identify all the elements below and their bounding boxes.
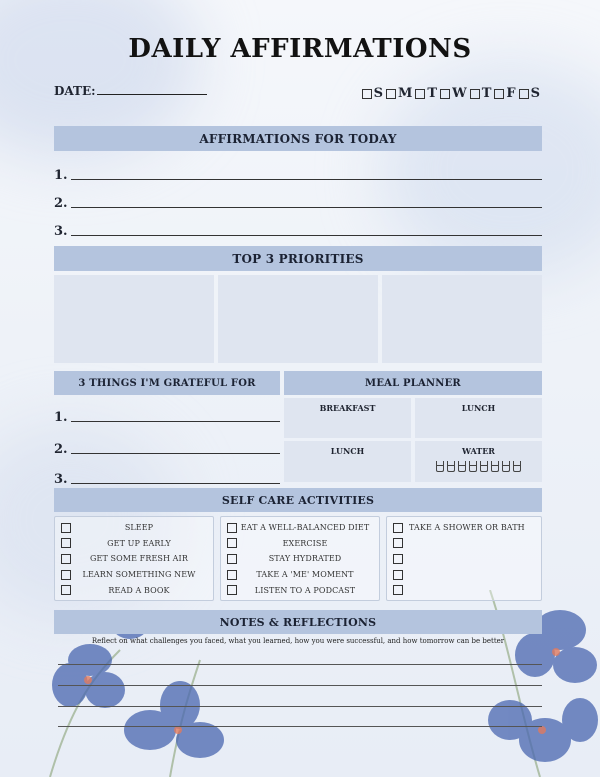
checkbox[interactable] xyxy=(227,554,237,564)
page-title: DAILY AFFIRMATIONS xyxy=(128,34,472,64)
weekday-option[interactable]: S xyxy=(362,86,383,101)
selfcare-item[interactable]: READ A BOOK xyxy=(61,582,207,598)
checkbox[interactable] xyxy=(393,585,403,595)
grateful-header: 3 THINGS I'M GRATEFUL FOR xyxy=(54,371,280,395)
meal-planner-header: MEAL PLANNER xyxy=(284,371,542,395)
weekday-option[interactable]: M xyxy=(386,86,412,101)
grateful-line[interactable]: 3. xyxy=(54,472,280,487)
selfcare-item[interactable]: EAT A WELL-BALANCED DIET xyxy=(227,520,373,536)
water-glass-icon[interactable] xyxy=(480,461,488,472)
weekday-option[interactable]: W xyxy=(440,86,467,101)
meal-lunch-cell[interactable]: LUNCH xyxy=(415,398,542,438)
checkbox[interactable] xyxy=(227,538,237,548)
checkbox[interactable] xyxy=(440,89,450,99)
selfcare-column-2 xyxy=(220,516,380,601)
meal-breakfast-cell[interactable]: BREAKFAST xyxy=(284,398,411,438)
weekday-selector xyxy=(362,86,540,101)
checkbox[interactable] xyxy=(227,585,237,595)
water-glass-icon[interactable] xyxy=(513,461,521,472)
water-glass-icon[interactable] xyxy=(502,461,510,472)
notes-line[interactable] xyxy=(58,726,542,727)
weekday-option[interactable]: F xyxy=(494,86,515,101)
selfcare-column-3 xyxy=(386,516,542,601)
selfcare-item[interactable]: STAY HYDRATED xyxy=(227,551,373,567)
selfcare-item[interactable]: EXERCISE xyxy=(227,536,373,552)
checkbox[interactable] xyxy=(393,570,403,580)
weekday-option[interactable]: T xyxy=(470,86,492,101)
weekday-option[interactable]: T xyxy=(415,86,437,101)
checkbox[interactable] xyxy=(393,523,403,533)
water-label: WATER xyxy=(462,446,495,456)
selfcare-item[interactable]: GET SOME FRESH AIR xyxy=(61,551,207,567)
checkbox[interactable] xyxy=(61,585,71,595)
water-glass-icon[interactable] xyxy=(491,461,499,472)
notes-line[interactable] xyxy=(58,706,542,707)
affirmation-line[interactable]: 3. xyxy=(54,224,542,239)
selfcare-item[interactable]: TAKE A 'ME' MOMENT xyxy=(227,567,373,583)
checkbox[interactable] xyxy=(61,538,71,548)
checkbox[interactable] xyxy=(393,554,403,564)
selfcare-item[interactable] xyxy=(393,536,535,552)
checkbox[interactable] xyxy=(227,570,237,580)
selfcare-item[interactable]: SLEEP xyxy=(61,520,207,536)
grateful-line[interactable]: 1. xyxy=(54,410,280,425)
affirmation-line[interactable]: 2. xyxy=(54,196,542,211)
checkbox[interactable] xyxy=(494,89,504,99)
checkbox[interactable] xyxy=(227,523,237,533)
grateful-line[interactable]: 2. xyxy=(54,442,280,457)
notes-prompt: Reflect on what challenges you faced, what you learned, how you were successful, and how tomorrow can be better xyxy=(91,637,505,645)
selfcare-item[interactable] xyxy=(393,567,535,583)
weekday-option[interactable]: S xyxy=(519,86,540,101)
checkbox[interactable] xyxy=(386,89,396,99)
checkbox[interactable] xyxy=(61,523,71,533)
water-glass-icon[interactable] xyxy=(436,461,444,472)
checkbox[interactable] xyxy=(393,538,403,548)
selfcare-item[interactable]: GET UP EARLY xyxy=(61,536,207,552)
affirmations-header: AFFIRMATIONS FOR TODAY xyxy=(54,126,542,151)
affirmation-line[interactable]: 1. xyxy=(54,168,542,183)
water-glass-icon[interactable] xyxy=(458,461,466,472)
selfcare-column-1 xyxy=(54,516,214,601)
water-glass-icon[interactable] xyxy=(469,461,477,472)
priorities-header: TOP 3 PRIORITIES xyxy=(54,246,542,271)
checkbox[interactable] xyxy=(519,89,529,99)
water-glass-icon[interactable] xyxy=(447,461,455,472)
date-field-line[interactable] xyxy=(97,94,207,95)
selfcare-item[interactable] xyxy=(393,551,535,567)
notes-line[interactable] xyxy=(58,664,542,665)
selfcare-item[interactable]: LISTEN TO A PODCAST xyxy=(227,582,373,598)
selfcare-header: SELF CARE ACTIVITIES xyxy=(54,488,542,512)
checkbox[interactable] xyxy=(415,89,425,99)
selfcare-item[interactable] xyxy=(393,582,535,598)
selfcare-item[interactable]: TAKE A SHOWER OR BATH xyxy=(393,520,535,536)
notes-header: NOTES & REFLECTIONS xyxy=(54,610,542,634)
meal-lunch-cell-2[interactable]: LUNCH xyxy=(284,441,411,482)
priority-box[interactable] xyxy=(54,275,214,363)
meal-water-cell[interactable] xyxy=(415,441,542,482)
selfcare-item[interactable]: LEARN SOMETHING NEW xyxy=(61,567,207,583)
checkbox[interactable] xyxy=(470,89,480,99)
checkbox[interactable] xyxy=(61,570,71,580)
water-cups xyxy=(415,461,542,472)
priority-box[interactable] xyxy=(218,275,378,363)
checkbox[interactable] xyxy=(362,89,372,99)
checkbox[interactable] xyxy=(61,554,71,564)
priority-box[interactable] xyxy=(382,275,542,363)
date-label: DATE: xyxy=(54,84,96,98)
notes-line[interactable] xyxy=(58,685,542,686)
